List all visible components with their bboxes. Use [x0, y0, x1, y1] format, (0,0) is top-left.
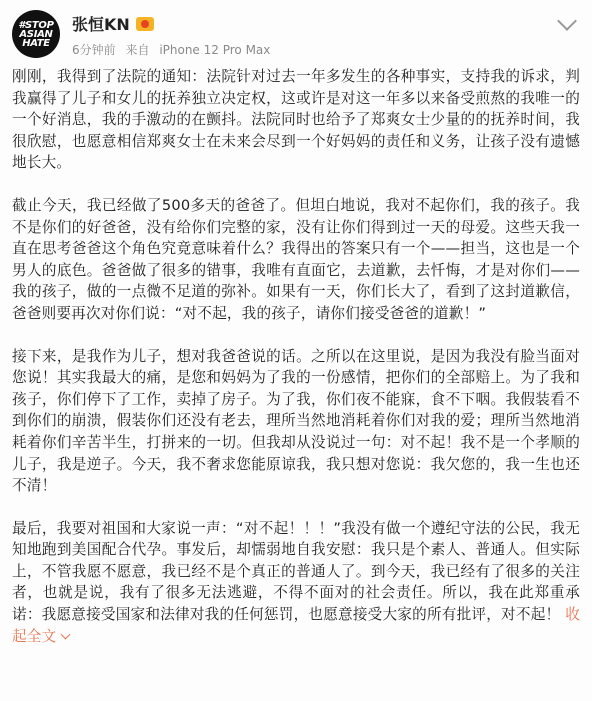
- post-paragraph-3: 接下来，是我作为儿子，想对我爸爸说的话。之所以在这里说，是因为我没有脸当面对您说！其实我最大的痛，是您和妈妈为了我的一份感情，把你们的全部赔上。为了我和孩子，你们停下了工作，卖掉了房子。为了我，你们夜不能寐，食不下咽。我假装看不到你们的崩溃，假装你们还没有老去，理所当然地消耗着你们对我的爱；理所当然地消耗着你们辛苦半生，打拼来的一切。但我却从没说过一句：对不起！我不是一个孝顺的儿子，我是逆子。今天，我不奢求您能原谅我，我只想对您说：我欠您的，我一生也还不清！: [12, 347, 580, 495]
- post-paragraph-4-text: 最后，我要对祖国和大家说一声：“对不起！！！”我没有做一个遵纪守法的公民，我无知地跑到美国配合代孕。事发后，却懦弱地自我安慰：我只是个素人、普通人。但实际上，不管我愿不愿意，我已经不是个真正的普通人了。到今天，我已经有了很多的关注者，也就是说，我有了很多无法逃避，不得不面对的社会责任。所以，我在此郑重承诺：我愿意接受国家和法律对我的任何惩罚，也愿意接受大家的所有批评，对不起！: [12, 519, 580, 624]
- post-paragraph-2: 截止今天，我已经做了500多天的爸爸了。但坦白地说，我对不起你们，我的孩子。我不是你们的好爸爸，没有给你们完整的家，没有让你们得到过一天的母爱。这些天我一直在思考爸爸这个角色究竟意味着什么？我得出的答案只有一个——担当，这也是一个男人的底色。爸爸做了很多的错事，我唯有直面它，去道歉，去忏悔，才是对你们——我的孩子，做的一点微不足道的弥补。如果有一天，你们长大了，看到了这封道歉信，爸爸则要再次对你们说：“对不起，我的孩子，请你们接受爸爸的道歉！”: [12, 196, 580, 322]
- name-row: [72, 12, 276, 35]
- avatar[interactable]: [12, 10, 60, 58]
- avatar-text-line-3: HATE: [22, 37, 50, 49]
- post-paragraph-4: [12, 518, 580, 648]
- post-header: [12, 10, 580, 62]
- avatar-text-line-2: ASIAN: [19, 28, 53, 40]
- user-meta: [72, 10, 276, 58]
- chevron-down-icon[interactable]: [557, 11, 577, 31]
- member-badge-icon[interactable]: [136, 17, 154, 31]
- source-prefix: 来自: [125, 43, 150, 57]
- post-paragraph-1: 刚刚，我得到了法院的通知：法院针对过去一年多发生的各种事实，支持我的诉求，判我赢得了儿子和女儿的抚养独立决定权，这或许是对这一年多以来备受煎熬的我唯一的一个好消息，我的手激动的在颤抖。法院同时也给予了郑爽女士少量的的抚养时间，我很欣慰，也愿意相信郑爽女士在未来会尽到一个好妈妈的责任和义务，让孩子没有遗憾地长大。: [12, 68, 580, 172]
- username[interactable]: 张恒KN: [72, 15, 130, 34]
- avatar-text-line-1: #STOP: [18, 19, 54, 31]
- device-source: iPhone 12 Pro Max: [159, 43, 271, 57]
- collapse-label: 收起全文: [12, 606, 581, 645]
- post-time: 6分钟前: [72, 43, 116, 57]
- post-subline: [72, 41, 276, 58]
- post-body: [12, 66, 580, 647]
- chevron-down-icon: [61, 629, 71, 639]
